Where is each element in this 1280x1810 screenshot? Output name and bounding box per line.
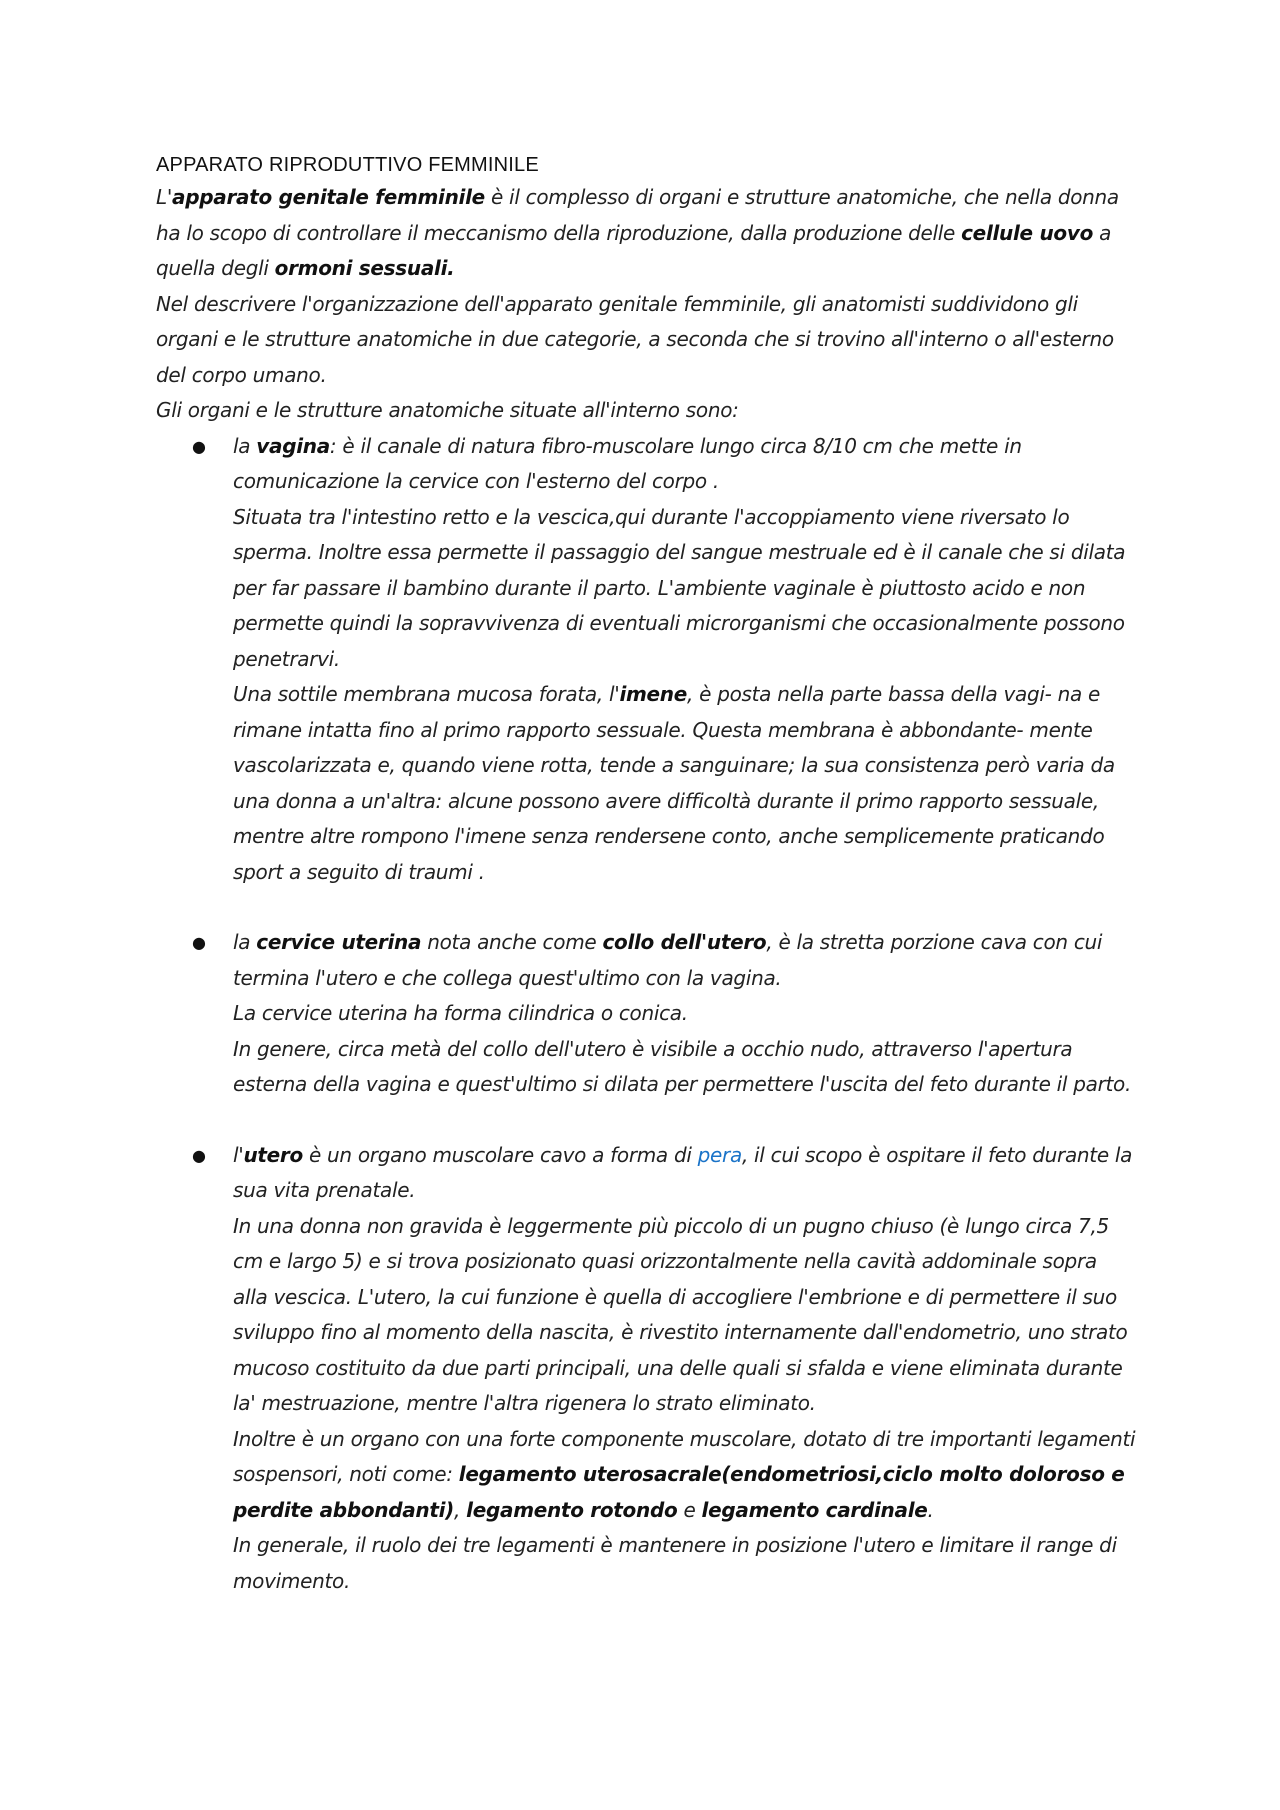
imene-term: imene	[619, 682, 688, 706]
vagina-intro	[233, 429, 1136, 500]
cervice-intro	[233, 925, 1136, 996]
page-title: APPARATO RIPRODUTTIVO FEMMINILE	[156, 154, 539, 176]
intro-bold-ormoni: ormoni sessuali.	[274, 256, 455, 280]
vagina-text: la	[233, 433, 257, 458]
legamenti-text: e	[677, 1497, 702, 1522]
pera-link[interactable]: pera	[697, 1142, 742, 1167]
legamenti-text: ,	[454, 1497, 467, 1522]
description-paragraph: Nel descrivere l'organizzazione dell'apparato genitale femminile, gli anatomisti suddividono gli organi e le strutture anatomiche in due categorie, a seconda che si trovino all'interno o all'esterno del corpo umano.	[156, 291, 1114, 387]
intro-bold-cellule: cellule uovo	[961, 220, 1094, 245]
utero-text: l'	[233, 1142, 244, 1167]
legamenti-text: Inoltre è un organo con una forte componente muscolare, dotato di tre importanti legamenti sospensori, noti come:	[233, 1426, 1136, 1486]
cervice-text: la	[233, 930, 257, 954]
collo-term: collo dell'utero	[602, 930, 767, 954]
legamento-cardinale: legamento cardinale	[701, 1497, 928, 1522]
legamento-uterosacrale: legamento uterosacrale(endometriosi,ciclo molto doloroso e perdite abbondanti)	[233, 1462, 1125, 1522]
spacer	[156, 1103, 1136, 1138]
cervice-text: , è la stretta porzione cava con cui termina l'utero e che collega quest'ultimo con la vagina.	[233, 930, 1103, 990]
cervice-detail: In genere, circa metà del collo dell'utero è visibile a occhio nudo, attraverso l'apertura esterna della vagina e quest'ultimo si dilata per permettere l'uscita del feto durante il parto.	[233, 1036, 1132, 1096]
utero-intro	[233, 1138, 1136, 1209]
imene-text: , è posta nella parte bassa della vagi- na e rimane intatta fino al primo rapporto sessuale. Questa membrana è abbondante- mente vascolarizzata e, quando viene rotta, tende a sanguinare; la sua consistenza però varia da una donna a un'altra: alcune possono avere difficoltà durante il primo rapporto sessuale, mentre altre rompono l'imene senza rendersene conto, anche semplicemente praticando sport a seguito di traumi .	[233, 682, 1115, 884]
intro-bold-apparato: apparato genitale femminile	[172, 185, 485, 209]
legamenti-paragraph	[233, 1422, 1136, 1529]
legamento-rotondo: legamento rotondo	[466, 1497, 678, 1522]
list-item-utero	[156, 1138, 1136, 1600]
imene-paragraph	[233, 677, 1136, 890]
imene-text: Una sottile membrana mucosa forata, l'	[233, 682, 620, 706]
cervice-text: nota anche come	[421, 930, 603, 954]
list-item-vagina	[156, 429, 1136, 891]
utero-detail: In una donna non gravida è leggermente più piccolo di un pugno chiuso (è lungo circa 7,5 cm e largo 5) e si trova posizionato quasi orizzontalmente nella cavità addominale sopra alla vescica. L'utero, la cui funzione è quella di accogliere l'embrione e di permettere il suo sviluppo fino al momento della nascita, è rivestito internamente dall'endometrio, uno strato mucoso costituito da due parti principali, una delle quali si sfalda e viene eliminata durante la' mestruazione, mentre l'altra rigenera lo strato eliminato.	[233, 1213, 1128, 1415]
organ-list	[156, 429, 1136, 1600]
bullet-icon: ●	[192, 436, 206, 456]
spacer	[156, 890, 1136, 925]
vagina-detail: Situata tra l'intestino retto e la vescica,qui durante l'accoppiamento viene riversato lo sperma. Inoltre essa permette il passaggio del sangue mestruale ed è il canale che si dilata per far passare il bambino durante il parto. L'ambiente vaginale è piuttosto acido e non permette quindi la sopravvivenza di eventuali microrganismi che occasionalmente possono penetrarvi.	[233, 504, 1126, 671]
list-lead-paragraph: Gli organi e le strutture anatomiche situate all'interno sono:	[156, 398, 739, 422]
legamenti-role: In generale, il ruolo dei tre legamenti è mantenere in posizione l'utero e limitare il range di movimento.	[233, 1533, 1117, 1593]
document-content	[156, 152, 1136, 1599]
intro-text: è il complesso di organi e strutture anatomiche, che nella donna ha lo scopo di controllare il meccanismo della riproduzione, dalla produzione delle	[156, 185, 1119, 245]
bullet-icon: ●	[192, 1145, 206, 1165]
utero-text: , il cui scopo è ospitare il feto durante la sua vita prenatale.	[233, 1142, 1133, 1202]
legamenti-text: .	[927, 1497, 934, 1522]
cervice-shape: La cervice uterina ha forma cilindrica o conica.	[233, 1001, 688, 1025]
list-item-cervice	[156, 925, 1136, 1103]
intro-text: a quella degli	[156, 220, 1112, 280]
intro-text: L'	[156, 185, 173, 209]
cervice-term: cervice uterina	[256, 930, 422, 954]
utero-term: utero	[243, 1142, 303, 1167]
vagina-term: vagina	[256, 433, 330, 458]
vagina-text: : è il canale di natura fibro-muscolare lungo circa 8/10 cm che mette in comunicazione la cervice con l'esterno del corpo .	[233, 433, 1022, 493]
bullet-icon: ●	[192, 933, 206, 952]
intro-paragraph	[156, 180, 1136, 287]
utero-text: è un organo muscolare cavo a forma di	[302, 1142, 698, 1167]
